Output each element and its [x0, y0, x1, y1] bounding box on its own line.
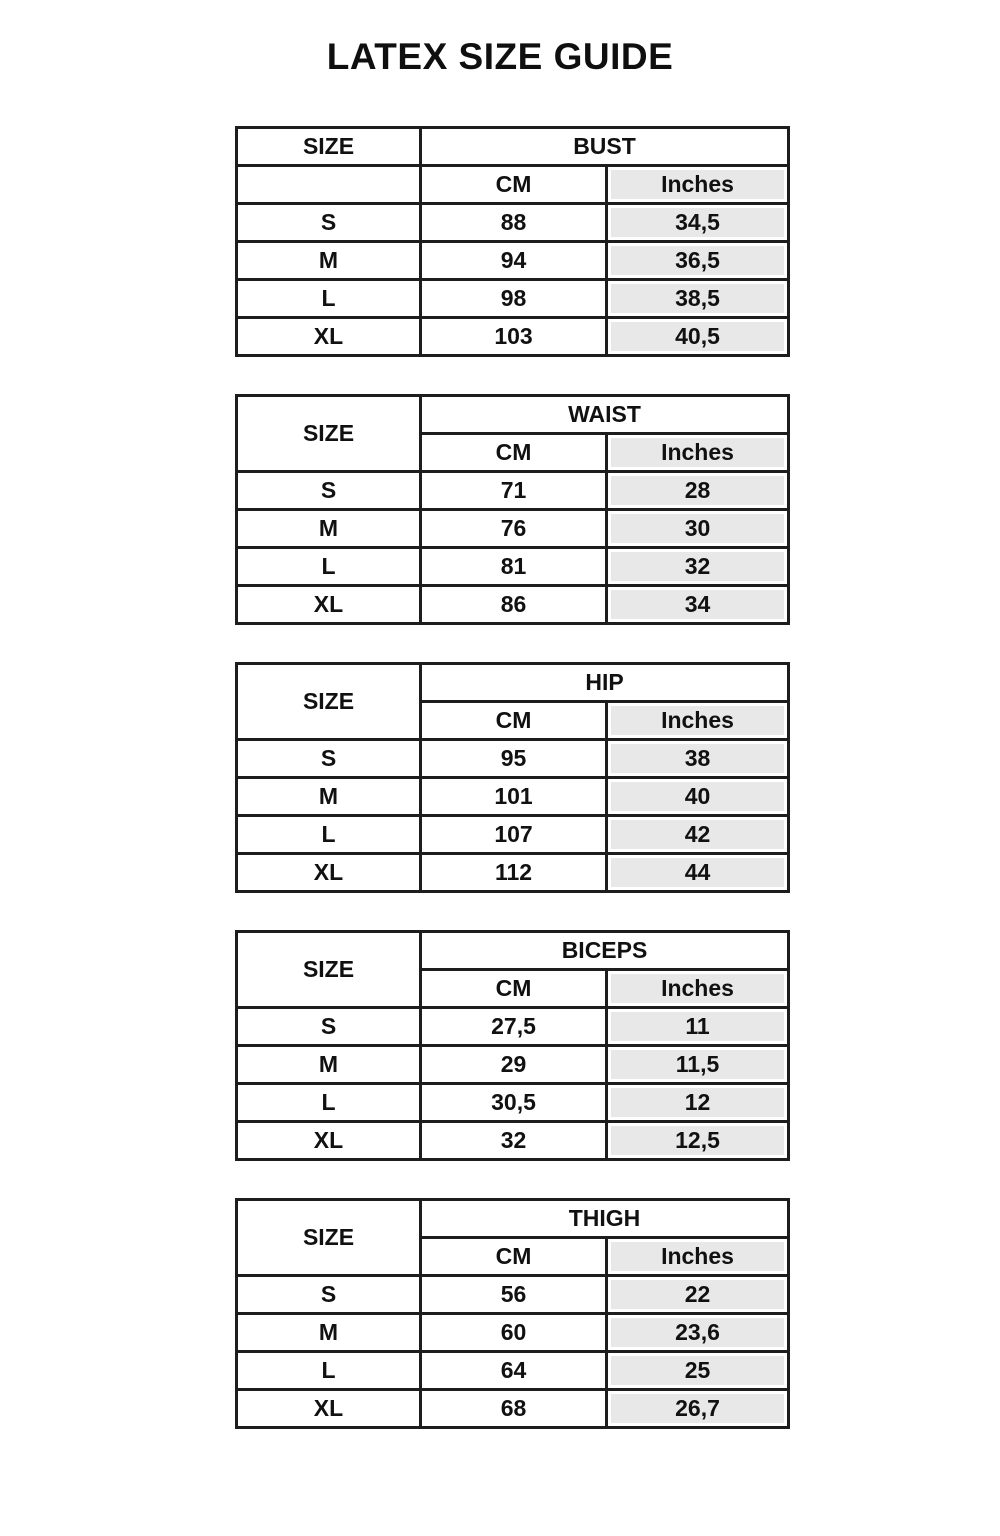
- inches-cell: 40,5: [607, 318, 789, 356]
- inches-cell: 11: [607, 1008, 789, 1046]
- header-row-measure: [237, 128, 789, 166]
- header-row-measure: [237, 1200, 789, 1238]
- cm-column-header: CM: [421, 1238, 607, 1276]
- size-cell: S: [237, 1008, 421, 1046]
- cm-cell: 29: [421, 1046, 607, 1084]
- table-row: [237, 280, 789, 318]
- table-row: [237, 778, 789, 816]
- inches-column-header: Inches: [607, 166, 789, 204]
- size-table-bust: [235, 126, 790, 357]
- size-cell: S: [237, 740, 421, 778]
- size-cell: M: [237, 1046, 421, 1084]
- cm-cell: 103: [421, 318, 607, 356]
- inches-cell: 26,7: [607, 1390, 789, 1428]
- page-title: LATEX SIZE GUIDE: [326, 36, 674, 77]
- inches-cell: 12: [607, 1084, 789, 1122]
- measure-header: HIP: [421, 664, 789, 702]
- inches-cell: 36,5: [607, 242, 789, 280]
- size-cell: L: [237, 1352, 421, 1390]
- cm-cell: 107: [421, 816, 607, 854]
- inches-column-header: Inches: [607, 970, 789, 1008]
- cm-column-header: CM: [421, 434, 607, 472]
- size-guide-page: [0, 36, 1000, 1429]
- cm-cell: 56: [421, 1276, 607, 1314]
- size-column-header: SIZE: [237, 128, 421, 166]
- size-cell: M: [237, 778, 421, 816]
- table-row: [237, 816, 789, 854]
- size-column-header: SIZE: [237, 664, 421, 740]
- inches-cell: 34,5: [607, 204, 789, 242]
- size-cell: M: [237, 510, 421, 548]
- table-row: [237, 1046, 789, 1084]
- table-row: [237, 242, 789, 280]
- header-row-measure: [237, 932, 789, 970]
- cm-cell: 101: [421, 778, 607, 816]
- measure-header: THIGH: [421, 1200, 789, 1238]
- cm-column-header: CM: [421, 702, 607, 740]
- inches-cell: 28: [607, 472, 789, 510]
- size-cell: XL: [237, 1122, 421, 1160]
- size-cell: XL: [237, 586, 421, 624]
- header-row-measure: [237, 664, 789, 702]
- inches-cell: 22: [607, 1276, 789, 1314]
- size-cell: S: [237, 204, 421, 242]
- inches-cell: 38: [607, 740, 789, 778]
- table-row: [237, 510, 789, 548]
- table-row: [237, 548, 789, 586]
- inches-cell: 23,6: [607, 1314, 789, 1352]
- cm-cell: 60: [421, 1314, 607, 1352]
- cm-cell: 32: [421, 1122, 607, 1160]
- table-row: [237, 1314, 789, 1352]
- size-cell: XL: [237, 318, 421, 356]
- header-row-units: [237, 166, 789, 204]
- size-cell: S: [237, 1276, 421, 1314]
- size-cell: M: [237, 242, 421, 280]
- inches-column-header: Inches: [607, 434, 789, 472]
- size-column-header: SIZE: [237, 396, 421, 472]
- table-row: [237, 1008, 789, 1046]
- table-row: [237, 1122, 789, 1160]
- size-table-hip: [235, 662, 790, 893]
- cm-cell: 68: [421, 1390, 607, 1428]
- inches-cell: 30: [607, 510, 789, 548]
- size-table-waist: [235, 394, 790, 625]
- size-cell: L: [237, 280, 421, 318]
- table-row: [237, 318, 789, 356]
- table-row: [237, 1352, 789, 1390]
- cm-cell: 95: [421, 740, 607, 778]
- tables-container: [0, 126, 1000, 1429]
- size-table-thigh: [235, 1198, 790, 1429]
- cm-cell: 86: [421, 586, 607, 624]
- cm-cell: 64: [421, 1352, 607, 1390]
- cm-cell: 81: [421, 548, 607, 586]
- measure-header: BUST: [421, 128, 789, 166]
- size-cell: S: [237, 472, 421, 510]
- cm-column-header: CM: [421, 970, 607, 1008]
- inches-cell: 44: [607, 854, 789, 892]
- size-cell: M: [237, 1314, 421, 1352]
- table-row: [237, 1084, 789, 1122]
- table-row: [237, 204, 789, 242]
- inches-cell: 38,5: [607, 280, 789, 318]
- table-row: [237, 740, 789, 778]
- size-cell: L: [237, 1084, 421, 1122]
- table-row: [237, 586, 789, 624]
- cm-cell: 88: [421, 204, 607, 242]
- measure-header: BICEPS: [421, 932, 789, 970]
- size-column-header: SIZE: [237, 932, 421, 1008]
- inches-cell: 11,5: [607, 1046, 789, 1084]
- inches-column-header: Inches: [607, 1238, 789, 1276]
- size-cell: XL: [237, 1390, 421, 1428]
- size-cell: XL: [237, 854, 421, 892]
- header-row-measure: [237, 396, 789, 434]
- cm-cell: 112: [421, 854, 607, 892]
- measure-header: WAIST: [421, 396, 789, 434]
- inches-cell: 12,5: [607, 1122, 789, 1160]
- inches-cell: 34: [607, 586, 789, 624]
- cm-cell: 30,5: [421, 1084, 607, 1122]
- table-row: [237, 472, 789, 510]
- inches-cell: 32: [607, 548, 789, 586]
- size-cell: L: [237, 816, 421, 854]
- size-column-header: SIZE: [237, 1200, 421, 1276]
- inches-cell: 25: [607, 1352, 789, 1390]
- cm-cell: 27,5: [421, 1008, 607, 1046]
- size-table-biceps: [235, 930, 790, 1161]
- cm-cell: 76: [421, 510, 607, 548]
- table-row: [237, 854, 789, 892]
- inches-cell: 40: [607, 778, 789, 816]
- inches-column-header: Inches: [607, 702, 789, 740]
- cm-column-header: CM: [421, 166, 607, 204]
- blank-cell: [237, 166, 421, 204]
- table-row: [237, 1390, 789, 1428]
- table-row: [237, 1276, 789, 1314]
- cm-cell: 94: [421, 242, 607, 280]
- size-cell: L: [237, 548, 421, 586]
- cm-cell: 98: [421, 280, 607, 318]
- inches-cell: 42: [607, 816, 789, 854]
- cm-cell: 71: [421, 472, 607, 510]
